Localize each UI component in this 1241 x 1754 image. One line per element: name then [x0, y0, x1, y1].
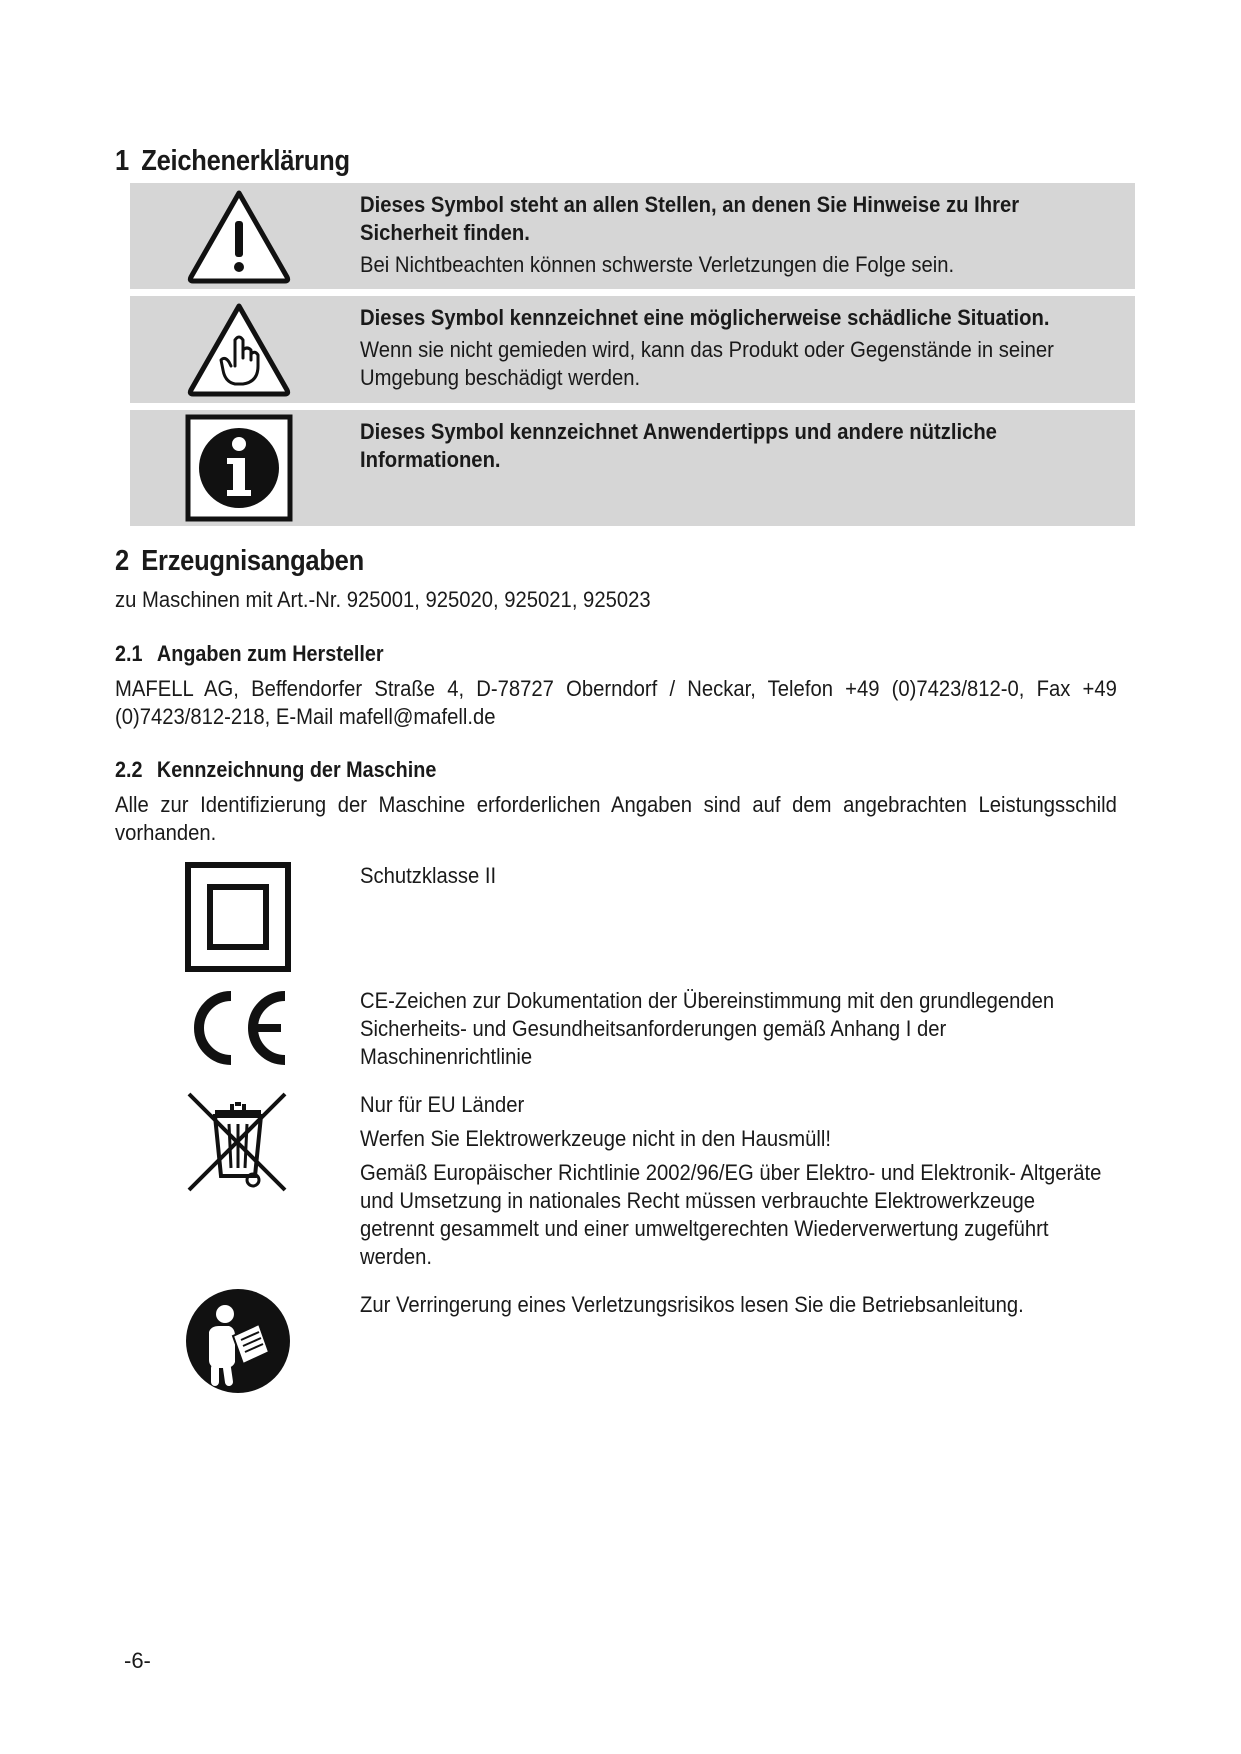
legend-bold-text: Dieses Symbol kennzeichnet eine möglicherweise schädliche Situation. — [360, 305, 1050, 330]
section-2-heading — [115, 545, 364, 578]
section-number: 2 — [115, 545, 129, 577]
legend-row-caution — [130, 296, 1135, 403]
protection-class-ii-icon — [185, 862, 291, 972]
symbol-line: Schutzklasse II — [360, 863, 497, 888]
manufacturer-info: MAFELL AG, Beffendorfer Straße 4, D-78727 Oberndorf / Neckar, Telefon +49 (0)7423/812-0, Fax +49 (0)7423/812-218, E-Mail mafell@mafell.de — [115, 676, 1117, 729]
subsection-number: 2.1 — [115, 641, 143, 666]
section-title: Zeichenerklärung — [141, 145, 350, 177]
ce-mark-icon — [185, 988, 291, 1068]
subsection-2-1-heading — [115, 641, 384, 667]
section-title: Erzeugnisangaben — [141, 545, 364, 577]
section-1-heading — [115, 145, 350, 178]
symbol-line: Gemäß Europäischer Richtlinie 2002/96/EG über Elektro- und Elektronik- Altgeräte und Umsetzung in nationales Recht müssen verbrauchte Elektrowerkzeuge getrennt gesammelt und einer umweltgerechten Wiederverwertung zugeführt werden. — [360, 1160, 1102, 1269]
read-manual-icon — [185, 1288, 291, 1394]
legend-normal-text: Bei Nichtbeachten können schwerste Verletzungen die Folge sein. — [360, 252, 955, 277]
legend-normal-text: Wenn sie nicht gemieden wird, kann das Produkt oder Gegenstände in seiner Umgebung beschädigt werden. — [360, 337, 1054, 390]
caution-hand-icon — [185, 300, 293, 398]
legend-text — [360, 191, 1096, 279]
info-icon — [185, 414, 293, 522]
legend-row-warning — [130, 183, 1135, 289]
symbol-line: CE-Zeichen zur Dokumentation der Übereinstimmung mit den grundlegenden Sicherheits- und Gesundheitsanforderungen gemäß Anhang I der Maschinenrichtlinie — [360, 988, 1055, 1069]
symbol-line: Zur Verringerung eines Verletzungsrisikos lesen Sie die Betriebsanleitung. — [360, 1292, 1024, 1317]
legend-bold-text: Dieses Symbol kennzeichnet Anwendertipps und andere nützliche Informationen. — [360, 419, 997, 472]
subsection-title: Kennzeichnung der Maschine — [156, 757, 437, 782]
warning-icon — [185, 187, 293, 285]
machine-marking-text: Alle zur Identifizierung der Maschine erforderlichen Angaben sind auf dem angebrachten Leistungsschild vorhanden. — [115, 792, 1117, 845]
symbol-description — [360, 1091, 1114, 1271]
symbol-description — [360, 1291, 1114, 1319]
page-number: -6- — [124, 1648, 151, 1673]
section-2-intro: zu Maschinen mit Art.-Nr. 925001, 925020, 925021, 925023 — [115, 587, 651, 612]
section-number: 1 — [115, 145, 129, 177]
legend-row-info — [130, 410, 1135, 526]
symbol-description — [360, 862, 1114, 890]
symbol-description — [360, 987, 1114, 1071]
subsection-number: 2.2 — [115, 757, 143, 782]
symbol-line: Werfen Sie Elektrowerkzeuge nicht in den Hausmüll! — [360, 1126, 831, 1151]
symbol-line: Nur für EU Länder — [360, 1092, 525, 1117]
subsection-title: Angaben zum Hersteller — [156, 641, 384, 666]
crossed-bin-icon — [185, 1090, 291, 1194]
subsection-2-2-heading — [115, 757, 436, 783]
legend-text — [360, 304, 1096, 392]
legend-text — [360, 418, 1096, 478]
legend-bold-text: Dieses Symbol steht an allen Stellen, an denen Sie Hinweise zu Ihrer Sicherheit finden. — [360, 192, 1020, 245]
